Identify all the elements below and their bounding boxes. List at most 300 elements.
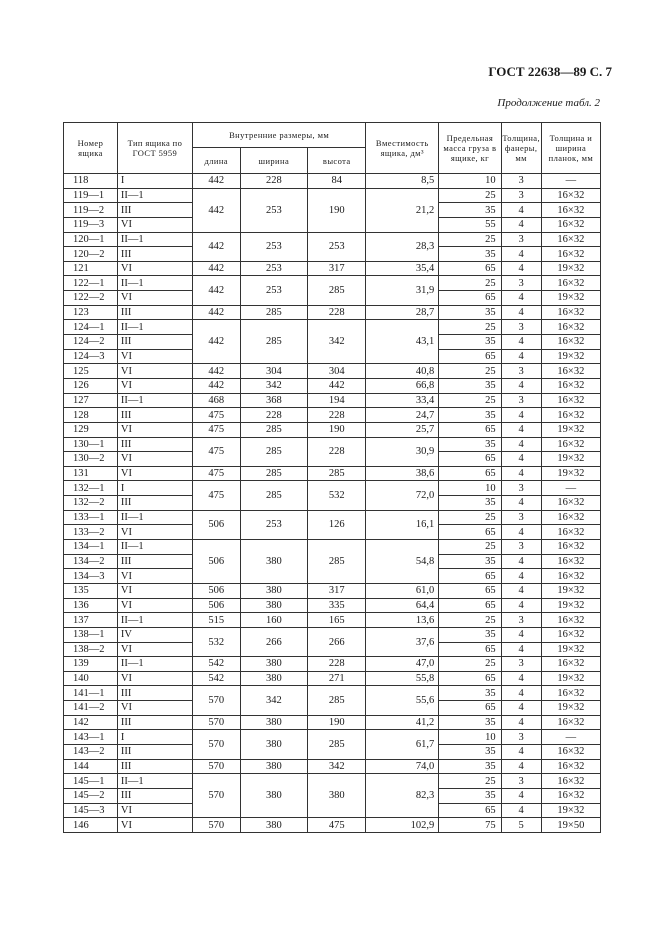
cell-height: 342 — [308, 320, 366, 364]
cell-box-type: I — [117, 174, 192, 189]
cell-plank-size: 16×32 — [541, 232, 600, 247]
cell-height: 228 — [308, 657, 366, 672]
cell-plywood-thickness: 3 — [501, 364, 541, 379]
cell-box-type: III — [117, 759, 192, 774]
cell-box-type: II—1 — [117, 613, 192, 628]
cell-height: 165 — [308, 613, 366, 628]
cell-width: 368 — [240, 393, 308, 408]
table-row — [64, 818, 601, 833]
cell-box-number: 143—1 — [64, 730, 118, 745]
cell-plank-size: 16×32 — [541, 203, 600, 218]
cell-plywood-thickness: 4 — [501, 261, 541, 276]
cell-box-type: III — [117, 744, 192, 759]
table-row — [64, 422, 601, 437]
cell-box-type: VI — [117, 671, 192, 686]
cell-capacity: 30,9 — [366, 437, 439, 466]
cell-box-number: 139 — [64, 657, 118, 672]
cell-max-mass: 25 — [439, 657, 501, 672]
cell-box-type: II—1 — [117, 540, 192, 555]
cell-length: 506 — [192, 598, 240, 613]
cell-plywood-thickness: 3 — [501, 188, 541, 203]
cell-height: 380 — [308, 774, 366, 818]
cell-capacity: 55,8 — [366, 671, 439, 686]
cell-box-number: 138—2 — [64, 642, 118, 657]
cell-plank-size: 16×32 — [541, 247, 600, 262]
cell-width: 253 — [240, 276, 308, 305]
cell-box-type: VI — [117, 364, 192, 379]
cell-plank-size: 16×32 — [541, 715, 600, 730]
table-row — [64, 305, 601, 320]
cell-height: 285 — [308, 276, 366, 305]
cell-capacity: 24,7 — [366, 408, 439, 423]
cell-plank-size: — — [541, 481, 600, 496]
table-row — [64, 613, 601, 628]
cell-width: 160 — [240, 613, 308, 628]
cell-capacity: 66,8 — [366, 378, 439, 393]
cell-plywood-thickness: 4 — [501, 759, 541, 774]
table-row — [64, 364, 601, 379]
cell-height: 190 — [308, 715, 366, 730]
cell-plank-size: 19×32 — [541, 803, 600, 818]
cell-plank-size: 16×32 — [541, 320, 600, 335]
cell-capacity: 72,0 — [366, 481, 439, 510]
cell-plywood-thickness: 4 — [501, 349, 541, 364]
cell-plank-size: 16×32 — [541, 305, 600, 320]
cell-plywood-thickness: 3 — [501, 481, 541, 496]
cell-plank-size: 19×32 — [541, 261, 600, 276]
cell-box-number: 122—2 — [64, 291, 118, 306]
cell-plywood-thickness: 4 — [501, 291, 541, 306]
cell-box-number: 119—2 — [64, 203, 118, 218]
table-row — [64, 759, 601, 774]
cell-max-mass: 35 — [439, 378, 501, 393]
cell-capacity: 40,8 — [366, 364, 439, 379]
cell-capacity: 28,7 — [366, 305, 439, 320]
cell-plywood-thickness: 3 — [501, 320, 541, 335]
cell-max-mass: 35 — [439, 554, 501, 569]
cell-length: 442 — [192, 188, 240, 232]
cell-capacity: 54,8 — [366, 540, 439, 584]
cell-capacity: 82,3 — [366, 774, 439, 818]
cell-box-number: 127 — [64, 393, 118, 408]
cell-plywood-thickness: 4 — [501, 437, 541, 452]
cell-capacity: 102,9 — [366, 818, 439, 833]
cell-width: 380 — [240, 598, 308, 613]
cell-max-mass: 35 — [439, 203, 501, 218]
cell-box-type: III — [117, 686, 192, 701]
cell-box-number: 121 — [64, 261, 118, 276]
cell-box-number: 134—1 — [64, 540, 118, 555]
cell-box-type: III — [117, 496, 192, 511]
cell-box-type: VI — [117, 291, 192, 306]
col-header-max-mass: Предельная масса груза в ящике, кг — [439, 123, 501, 174]
table-row — [64, 232, 601, 247]
cell-max-mass: 35 — [439, 686, 501, 701]
cell-plank-size: 19×32 — [541, 642, 600, 657]
cell-capacity: 38,6 — [366, 466, 439, 481]
cell-plank-size: 16×32 — [541, 378, 600, 393]
cell-capacity: 64,4 — [366, 598, 439, 613]
table-row — [64, 261, 601, 276]
cell-box-type: II—1 — [117, 320, 192, 335]
cell-box-type: III — [117, 408, 192, 423]
cell-max-mass: 65 — [439, 261, 501, 276]
cell-plywood-thickness: 4 — [501, 452, 541, 467]
cell-max-mass: 10 — [439, 481, 501, 496]
cell-capacity: 47,0 — [366, 657, 439, 672]
cell-plank-size: 16×32 — [541, 759, 600, 774]
table-row — [64, 437, 601, 452]
document-header: ГОСТ 22638—89 С. 7 — [488, 64, 612, 79]
cell-max-mass: 65 — [439, 569, 501, 584]
cell-width: 228 — [240, 408, 308, 423]
cell-plank-size: 19×32 — [541, 671, 600, 686]
cell-box-number: 140 — [64, 671, 118, 686]
cell-plywood-thickness: 5 — [501, 818, 541, 833]
col-header-length: длина — [192, 148, 240, 174]
cell-length: 506 — [192, 583, 240, 598]
cell-box-number: 145—3 — [64, 803, 118, 818]
cell-height: 532 — [308, 481, 366, 510]
cell-max-mass: 35 — [439, 744, 501, 759]
cell-box-type: II—1 — [117, 188, 192, 203]
cell-height: 317 — [308, 261, 366, 276]
cell-box-type: II—1 — [117, 510, 192, 525]
cell-plywood-thickness: 4 — [501, 408, 541, 423]
cell-box-type: VI — [117, 642, 192, 657]
cell-max-mass: 25 — [439, 774, 501, 789]
col-header-height: высота — [308, 148, 366, 174]
cell-box-number: 146 — [64, 818, 118, 833]
col-header-plank-size: Толщина и ширина планок, мм — [541, 123, 600, 174]
cell-max-mass: 25 — [439, 393, 501, 408]
cell-plywood-thickness: 3 — [501, 276, 541, 291]
cell-max-mass: 35 — [439, 627, 501, 642]
cell-max-mass: 65 — [439, 422, 501, 437]
cell-box-number: 141—2 — [64, 701, 118, 716]
cell-width: 253 — [240, 261, 308, 276]
table-row — [64, 774, 601, 789]
cell-max-mass: 65 — [439, 452, 501, 467]
cell-plywood-thickness: 4 — [501, 598, 541, 613]
cell-box-number: 137 — [64, 613, 118, 628]
cell-plank-size: 16×32 — [541, 525, 600, 540]
cell-max-mass: 35 — [439, 496, 501, 511]
cell-box-number: 119—1 — [64, 188, 118, 203]
cell-plank-size: 19×32 — [541, 701, 600, 716]
cell-plank-size: 19×32 — [541, 466, 600, 481]
cell-box-number: 126 — [64, 378, 118, 393]
cell-plank-size: 16×32 — [541, 657, 600, 672]
cell-box-type: VI — [117, 598, 192, 613]
cell-plywood-thickness: 4 — [501, 686, 541, 701]
cell-max-mass: 65 — [439, 466, 501, 481]
cell-length: 532 — [192, 627, 240, 656]
cell-box-number: 138—1 — [64, 627, 118, 642]
cell-capacity: 8,5 — [366, 174, 439, 189]
cell-height: 304 — [308, 364, 366, 379]
cell-plank-size: 16×32 — [541, 569, 600, 584]
cell-box-type: VI — [117, 378, 192, 393]
cell-plank-size: 16×32 — [541, 774, 600, 789]
cell-box-number: 123 — [64, 305, 118, 320]
cell-box-number: 130—1 — [64, 437, 118, 452]
cell-box-number: 133—2 — [64, 525, 118, 540]
table-body — [64, 174, 601, 833]
cell-plywood-thickness: 3 — [501, 174, 541, 189]
cell-box-number: 132—1 — [64, 481, 118, 496]
cell-plank-size: 16×32 — [541, 437, 600, 452]
cell-box-number: 132—2 — [64, 496, 118, 511]
cell-height: 228 — [308, 305, 366, 320]
cell-width: 380 — [240, 657, 308, 672]
cell-max-mass: 10 — [439, 730, 501, 745]
cell-plank-size: 19×32 — [541, 422, 600, 437]
cell-capacity: 61,0 — [366, 583, 439, 598]
cell-max-mass: 35 — [439, 759, 501, 774]
cell-max-mass: 65 — [439, 701, 501, 716]
cell-plank-size: 16×32 — [541, 613, 600, 628]
cell-height: 285 — [308, 540, 366, 584]
cell-length: 542 — [192, 671, 240, 686]
cell-box-number: 124—3 — [64, 349, 118, 364]
cell-length: 475 — [192, 422, 240, 437]
cell-width: 253 — [240, 232, 308, 261]
cell-box-number: 145—2 — [64, 788, 118, 803]
cell-plywood-thickness: 4 — [501, 378, 541, 393]
cell-length: 442 — [192, 261, 240, 276]
cell-box-number: 142 — [64, 715, 118, 730]
table-row — [64, 627, 601, 642]
cell-width: 304 — [240, 364, 308, 379]
cell-plywood-thickness: 4 — [501, 642, 541, 657]
table-row — [64, 481, 601, 496]
cell-length: 475 — [192, 481, 240, 510]
cell-width: 285 — [240, 422, 308, 437]
cell-length: 442 — [192, 276, 240, 305]
cell-box-number: 133—1 — [64, 510, 118, 525]
col-header-plywood-thickness: Толщина, фанеры, мм — [501, 123, 541, 174]
cell-width: 380 — [240, 583, 308, 598]
cell-plywood-thickness: 4 — [501, 744, 541, 759]
cell-capacity: 21,2 — [366, 188, 439, 232]
cell-width: 285 — [240, 466, 308, 481]
cell-box-type: II—1 — [117, 657, 192, 672]
cell-plank-size: — — [541, 174, 600, 189]
cell-width: 380 — [240, 818, 308, 833]
cell-box-type: III — [117, 335, 192, 350]
cell-length: 570 — [192, 730, 240, 759]
cell-box-type: III — [117, 437, 192, 452]
cell-box-number: 143—2 — [64, 744, 118, 759]
cell-box-number: 130—2 — [64, 452, 118, 467]
cell-box-number: 131 — [64, 466, 118, 481]
cell-capacity: 37,6 — [366, 627, 439, 656]
cell-height: 285 — [308, 466, 366, 481]
cell-length: 442 — [192, 320, 240, 364]
cell-length: 468 — [192, 393, 240, 408]
cell-box-type: III — [117, 788, 192, 803]
cell-box-type: VI — [117, 569, 192, 584]
cell-box-number: 144 — [64, 759, 118, 774]
cell-box-type: III — [117, 554, 192, 569]
cell-box-number: 135 — [64, 583, 118, 598]
table-row — [64, 686, 601, 701]
cell-height: 190 — [308, 188, 366, 232]
cell-width: 342 — [240, 686, 308, 715]
cell-box-number: 134—3 — [64, 569, 118, 584]
cell-capacity: 41,2 — [366, 715, 439, 730]
cell-width: 380 — [240, 774, 308, 818]
cell-box-type: II—1 — [117, 232, 192, 247]
cell-box-type: I — [117, 730, 192, 745]
cell-length: 442 — [192, 305, 240, 320]
cell-plank-size: 19×32 — [541, 583, 600, 598]
table-row — [64, 657, 601, 672]
table-row — [64, 320, 601, 335]
cell-length: 506 — [192, 510, 240, 539]
cell-max-mass: 35 — [439, 305, 501, 320]
cell-width: 380 — [240, 715, 308, 730]
cell-box-number: 118 — [64, 174, 118, 189]
cell-box-number: 120—2 — [64, 247, 118, 262]
table-row — [64, 510, 601, 525]
cell-max-mass: 65 — [439, 349, 501, 364]
cell-box-number: 134—2 — [64, 554, 118, 569]
cell-plywood-thickness: 3 — [501, 730, 541, 745]
cell-max-mass: 65 — [439, 642, 501, 657]
cell-height: 126 — [308, 510, 366, 539]
cell-box-type: II—1 — [117, 276, 192, 291]
cell-max-mass: 25 — [439, 540, 501, 555]
cell-box-type: III — [117, 247, 192, 262]
box-dimensions-table — [63, 122, 601, 833]
cell-plywood-thickness: 4 — [501, 554, 541, 569]
cell-height: 442 — [308, 378, 366, 393]
cell-capacity: 33,4 — [366, 393, 439, 408]
cell-length: 542 — [192, 657, 240, 672]
cell-height: 335 — [308, 598, 366, 613]
cell-width: 380 — [240, 730, 308, 759]
cell-capacity: 25,7 — [366, 422, 439, 437]
cell-height: 342 — [308, 759, 366, 774]
cell-plywood-thickness: 4 — [501, 701, 541, 716]
cell-plank-size: 19×32 — [541, 349, 600, 364]
cell-box-type: III — [117, 203, 192, 218]
cell-capacity: 43,1 — [366, 320, 439, 364]
cell-plank-size: 16×32 — [541, 364, 600, 379]
cell-box-type: II—1 — [117, 774, 192, 789]
cell-plank-size: 19×50 — [541, 818, 600, 833]
cell-max-mass: 25 — [439, 510, 501, 525]
cell-height: 194 — [308, 393, 366, 408]
cell-capacity: 31,9 — [366, 276, 439, 305]
col-header-inner-dimensions: Внутренние размеры, мм — [192, 123, 365, 148]
col-header-box-type: Тип ящика по ГОСТ 5959 — [117, 123, 192, 174]
col-header-capacity: Вместимость ящика, дм³ — [366, 123, 439, 174]
cell-height: 253 — [308, 232, 366, 261]
cell-plywood-thickness: 4 — [501, 671, 541, 686]
cell-max-mass: 65 — [439, 291, 501, 306]
cell-width: 380 — [240, 759, 308, 774]
cell-length: 475 — [192, 437, 240, 466]
cell-plank-size: 16×32 — [541, 188, 600, 203]
cell-max-mass: 10 — [439, 174, 501, 189]
cell-length: 570 — [192, 715, 240, 730]
cell-plank-size: 16×32 — [541, 788, 600, 803]
cell-plank-size: 19×32 — [541, 452, 600, 467]
cell-plywood-thickness: 4 — [501, 569, 541, 584]
cell-box-number: 129 — [64, 422, 118, 437]
cell-plank-size: 16×32 — [541, 393, 600, 408]
cell-width: 266 — [240, 627, 308, 656]
cell-width: 380 — [240, 671, 308, 686]
cell-length: 475 — [192, 466, 240, 481]
cell-max-mass: 25 — [439, 364, 501, 379]
cell-max-mass: 55 — [439, 217, 501, 232]
cell-box-type: VI — [117, 803, 192, 818]
cell-box-type: II—1 — [117, 393, 192, 408]
cell-length: 515 — [192, 613, 240, 628]
cell-width: 285 — [240, 437, 308, 466]
cell-plank-size: 16×32 — [541, 627, 600, 642]
cell-plank-size: — — [541, 730, 600, 745]
cell-plywood-thickness: 4 — [501, 715, 541, 730]
cell-box-number: 120—1 — [64, 232, 118, 247]
cell-plank-size: 16×32 — [541, 686, 600, 701]
cell-box-number: 128 — [64, 408, 118, 423]
cell-box-number: 122—1 — [64, 276, 118, 291]
cell-max-mass: 65 — [439, 671, 501, 686]
cell-width: 285 — [240, 481, 308, 510]
cell-height: 317 — [308, 583, 366, 598]
cell-plywood-thickness: 4 — [501, 583, 541, 598]
table-row — [64, 730, 601, 745]
cell-length: 442 — [192, 364, 240, 379]
cell-length: 570 — [192, 818, 240, 833]
cell-width: 285 — [240, 320, 308, 364]
cell-plywood-thickness: 3 — [501, 657, 541, 672]
cell-max-mass: 65 — [439, 598, 501, 613]
cell-plywood-thickness: 3 — [501, 510, 541, 525]
cell-max-mass: 65 — [439, 583, 501, 598]
cell-max-mass: 35 — [439, 335, 501, 350]
cell-plank-size: 19×32 — [541, 598, 600, 613]
cell-plywood-thickness: 3 — [501, 232, 541, 247]
cell-plywood-thickness: 4 — [501, 525, 541, 540]
cell-box-type: VI — [117, 466, 192, 481]
cell-capacity: 16,1 — [366, 510, 439, 539]
table-row — [64, 408, 601, 423]
cell-height: 475 — [308, 818, 366, 833]
cell-width: 285 — [240, 305, 308, 320]
cell-plank-size: 19×32 — [541, 291, 600, 306]
cell-length: 442 — [192, 232, 240, 261]
cell-width: 342 — [240, 378, 308, 393]
cell-length: 442 — [192, 174, 240, 189]
col-header-box-number: Номер ящика — [64, 123, 118, 174]
cell-capacity: 74,0 — [366, 759, 439, 774]
cell-plank-size: 16×32 — [541, 540, 600, 555]
cell-plank-size: 16×32 — [541, 276, 600, 291]
cell-height: 266 — [308, 627, 366, 656]
cell-box-number: 145—1 — [64, 774, 118, 789]
cell-plywood-thickness: 4 — [501, 496, 541, 511]
cell-box-type: VI — [117, 217, 192, 232]
table-row — [64, 715, 601, 730]
cell-box-number: 125 — [64, 364, 118, 379]
table-row — [64, 174, 601, 189]
